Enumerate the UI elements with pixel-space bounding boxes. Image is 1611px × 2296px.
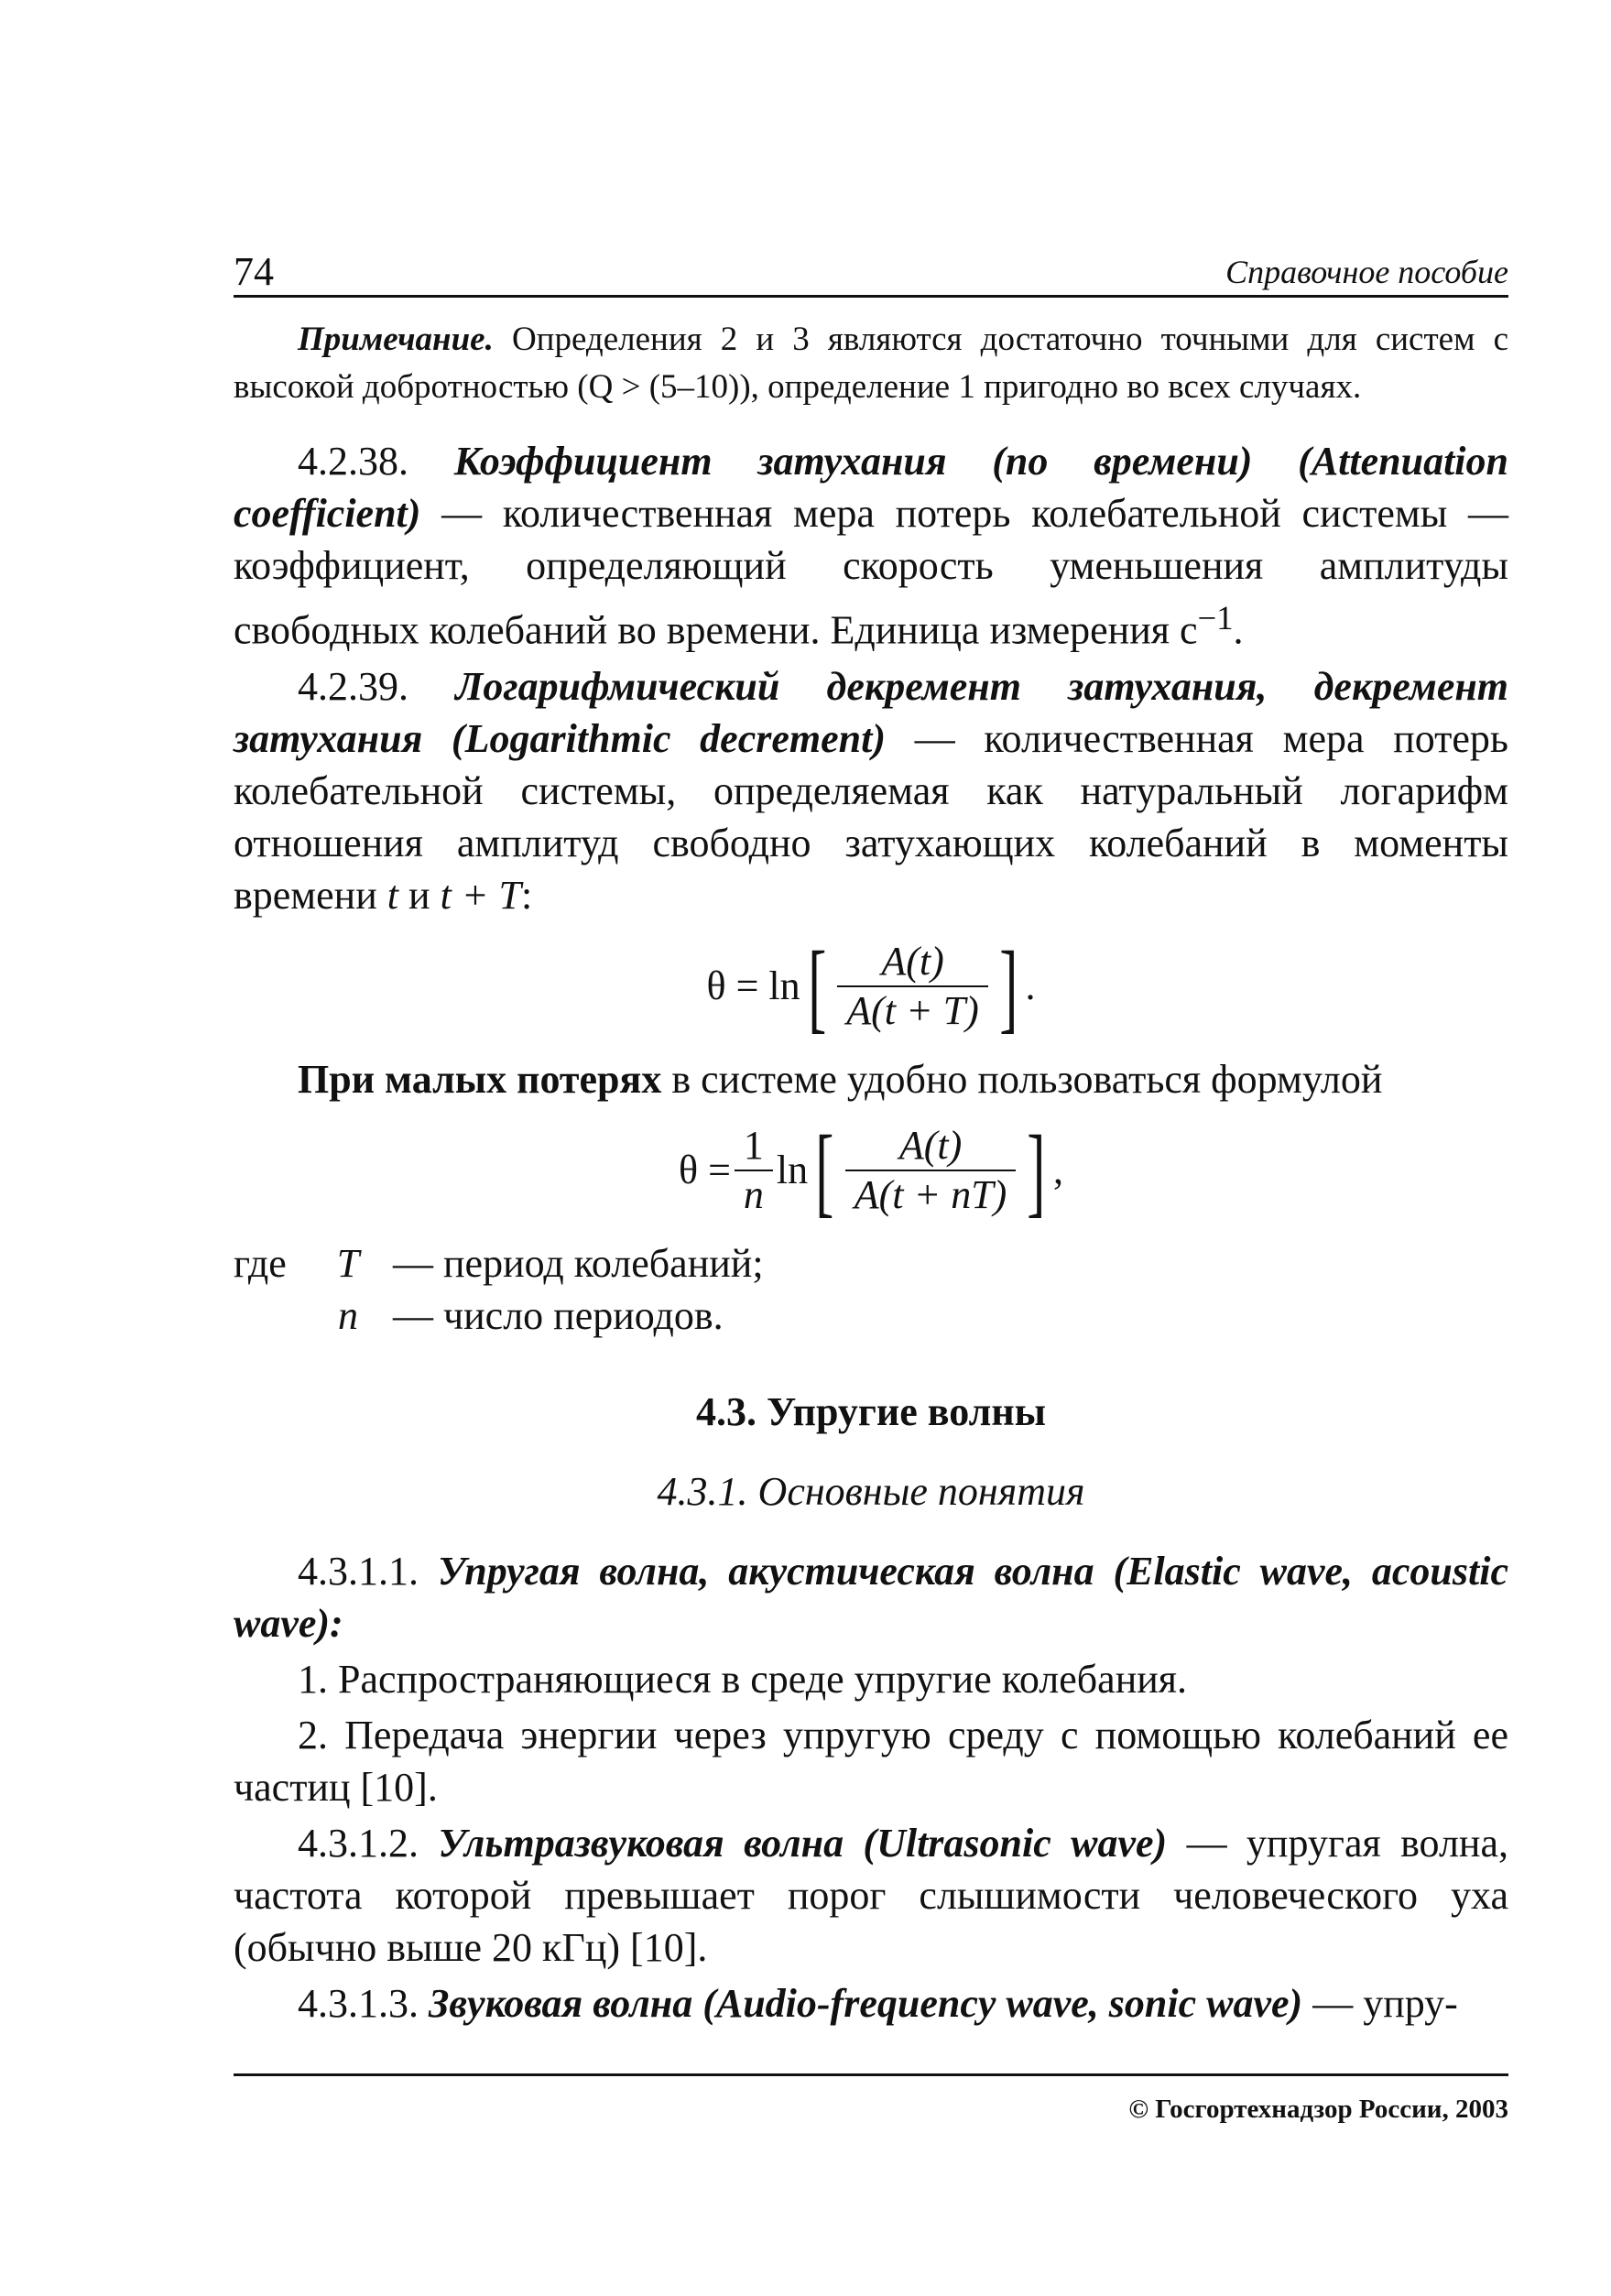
definition-2: 2. Передача энергии через упругую среду с помощью колебаний ее частиц [10]. bbox=[234, 1712, 1508, 1810]
var-t: t bbox=[386, 872, 399, 918]
note-paragraph bbox=[234, 316, 1508, 411]
main-text bbox=[234, 316, 1508, 2033]
where-row bbox=[234, 1289, 1508, 1342]
item-number: 4.2.38. bbox=[298, 439, 454, 484]
item-4-2-39 bbox=[234, 660, 1508, 921]
term: Упругая волна, акустическая волна (Elastic wave, acoustic wave): bbox=[234, 1548, 1508, 1646]
right-bracket: ] bbox=[1027, 1114, 1046, 1226]
item-number: 4.3.1.2. bbox=[298, 1820, 439, 1866]
formula-small-losses bbox=[234, 1114, 1508, 1226]
definition: — количественная мера потерь колебательной системы — коэффициент, определяющий скорость уменьшения амплитуды свободных колебаний во времени. Единица измерения с bbox=[234, 491, 1508, 653]
term: Коэффициент затухания (по времени) (Attenuation coefficient) bbox=[234, 439, 1509, 536]
coefficient-fraction bbox=[735, 1122, 773, 1219]
definition: — упру- bbox=[1302, 1980, 1458, 2026]
definition: — упругая волна, частота которой превышает порог слышимости человеческого уха (обычно выше 20 кГц) [10]. bbox=[234, 1820, 1508, 1970]
conj: и bbox=[398, 872, 441, 918]
coef-numerator: 1 bbox=[743, 1122, 764, 1168]
ln: ln bbox=[776, 1148, 809, 1193]
where-word: где bbox=[234, 1240, 287, 1286]
page-number: 74 bbox=[234, 249, 274, 294]
denominator: A(t + nT) bbox=[845, 1170, 1017, 1219]
fraction bbox=[837, 938, 988, 1035]
symbol-description: — период колебаний; bbox=[393, 1240, 764, 1286]
item-number: 4.3.1.3. bbox=[298, 1980, 429, 2026]
formula-log-decrement bbox=[234, 930, 1508, 1042]
denominator: A(t + T) bbox=[837, 985, 988, 1035]
where-row bbox=[234, 1237, 1508, 1289]
term: Логарифмический декремент затухания, декремент затухания (Logarithmic decrement) bbox=[234, 663, 1508, 761]
unit-superscript: −1 bbox=[1197, 599, 1234, 637]
var-t-plus-T: t + T bbox=[440, 872, 521, 918]
symbol-description: — число периодов. bbox=[393, 1292, 724, 1338]
bold-phrase: При малых потерях bbox=[298, 1056, 662, 1102]
colon: : bbox=[520, 872, 533, 918]
numerator: A(t) bbox=[881, 938, 944, 984]
formula-lhs: θ = bbox=[679, 1148, 731, 1193]
running-title: Справочное пособие bbox=[1225, 254, 1508, 290]
right-bracket: ] bbox=[999, 930, 1018, 1042]
left-bracket: [ bbox=[807, 930, 827, 1042]
symbol: T bbox=[336, 1240, 360, 1286]
page-footer bbox=[234, 2073, 1508, 2125]
note-text: Определения 2 и 3 являются достаточно точными для систем с высокой добротностью (Q > (5–10)), определение 1 пригодно во всех случаях. bbox=[234, 321, 1508, 406]
term: Ультразвуковая волна (Ultrasonic wave) bbox=[438, 1820, 1168, 1866]
formula-end: , bbox=[1052, 1148, 1063, 1193]
definition-1: 1. Распространяющиеся в среде упругие колебания. bbox=[298, 1656, 1188, 1702]
item-number: 4.3.1.1. bbox=[298, 1548, 438, 1594]
sentence-end: . bbox=[1233, 607, 1244, 653]
small-losses-paragraph bbox=[234, 1053, 1508, 1105]
copyright: © Госгортехнадзор России, 2003 bbox=[1128, 2095, 1508, 2124]
definition: — количественная мера потерь колебательной системы, определяемая как натуральный логарифм отношения амплитуд свободно затухающих колебаний в моменты времени bbox=[234, 715, 1508, 918]
numerator: A(t) bbox=[898, 1122, 963, 1168]
term: Звуковая волна (Audio-frequency wave, sonic wave) bbox=[429, 1980, 1303, 2026]
where-block bbox=[234, 1237, 1508, 1342]
fraction bbox=[845, 1122, 1017, 1219]
page-header bbox=[234, 249, 1508, 298]
item-number: 4.2.39. bbox=[298, 663, 456, 709]
note-label: Примечание. bbox=[298, 321, 494, 358]
subsection-title: 4.3.1. Основные понятия bbox=[657, 1468, 1085, 1514]
item-4-3-1-1 bbox=[234, 1545, 1508, 1649]
symbol: n bbox=[338, 1292, 358, 1338]
item-4-3-1-3 bbox=[234, 1977, 1508, 2029]
item-4-2-38 bbox=[234, 435, 1508, 657]
formula-end: . bbox=[1025, 963, 1036, 1009]
left-bracket: [ bbox=[815, 1114, 834, 1226]
item-4-3-1-2 bbox=[234, 1817, 1508, 1974]
section-title: 4.3. Упругие волны bbox=[695, 1388, 1047, 1434]
formula-lhs: θ = ln bbox=[706, 963, 800, 1009]
coef-denominator: n bbox=[735, 1170, 773, 1219]
paragraph-text: в системе удобно пользоваться формулой bbox=[661, 1056, 1383, 1102]
